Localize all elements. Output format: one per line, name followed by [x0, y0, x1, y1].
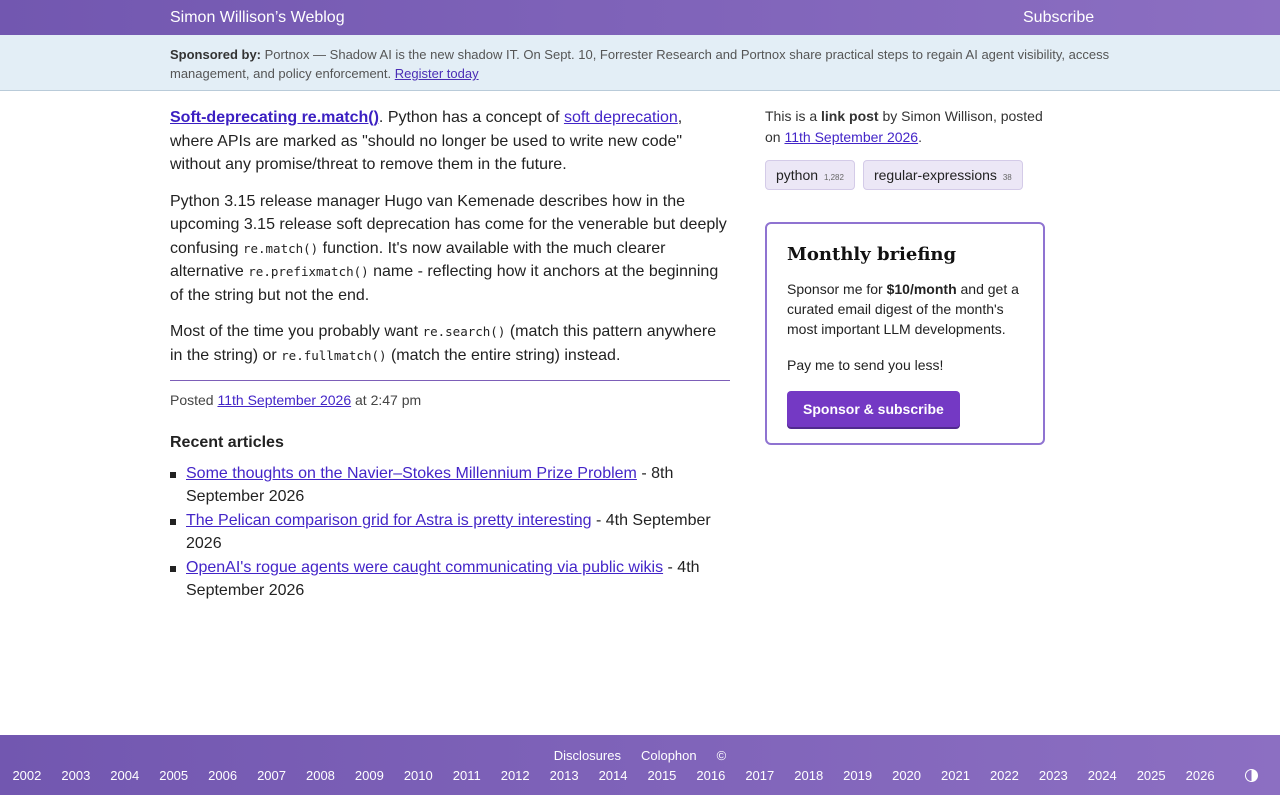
footer-year-link-2007[interactable]: 2007	[257, 768, 286, 783]
p1-text-b: , where APIs are marked as "should no longer be used to write new code" without any promise/threat to remove them in the future.	[170, 109, 683, 173]
meta-text-b: by Simon Willison, posted on	[765, 108, 1043, 145]
meta-date-link[interactable]: 11th September 2026	[784, 129, 919, 145]
tag-name: regular-expressions	[873, 167, 997, 183]
footer-year-link-2018[interactable]: 2018	[794, 768, 824, 783]
list-item	[186, 462, 730, 508]
footer-disclosures-link[interactable]: Disclosures	[553, 748, 621, 763]
footer-year-link-2022[interactable]: 2022	[989, 768, 1019, 783]
briefing-text-a: Sponsor me for	[787, 281, 887, 297]
posted-date-link[interactable]: 11th September 2026	[217, 392, 352, 408]
footer-year-link-2023[interactable]: 2023	[1038, 768, 1068, 783]
footer-year-link-2021[interactable]: 2021	[941, 768, 970, 783]
footer-year-link-2024[interactable]: 2024	[1087, 768, 1117, 783]
meta-end: .	[918, 129, 922, 145]
briefing-price: $10/month	[886, 281, 957, 297]
briefing-text	[787, 279, 1023, 339]
meta-text-a: This is a	[765, 108, 822, 124]
sponsor-banner	[0, 35, 1280, 91]
footer-year-link-2019[interactable]: 2019	[843, 768, 873, 783]
p2-text-c: name - reflecting how it anchors at the beginning of the string but not the end.	[170, 263, 719, 304]
register-today-link[interactable]: Register today	[394, 66, 479, 81]
top-nav-bar	[0, 0, 1280, 35]
list-item	[186, 556, 730, 602]
footer-year-link-2026[interactable]: 2026	[1185, 768, 1215, 783]
subscribe-link[interactable]: Subscribe	[1023, 9, 1095, 26]
posted-time: at 2:47 pm	[355, 392, 422, 408]
post-paragraph-1	[170, 106, 730, 177]
code-re-search: re.search()	[422, 324, 506, 339]
recent-article-link[interactable]: The Pelican comparison grid for Astra is pretty interesting	[186, 512, 592, 529]
site-title-link[interactable]: Simon Willison’s Weblog	[170, 9, 345, 26]
footer-year-link-2010[interactable]: 2010	[403, 768, 433, 783]
footer-year-link-2020[interactable]: 2020	[892, 768, 922, 783]
footer	[0, 735, 1280, 795]
recent-article-link[interactable]: Some thoughts on the Navier–Stokes Millennium Prize Problem	[186, 465, 637, 482]
footer-year-link-2004[interactable]: 2004	[110, 768, 140, 783]
post-content	[170, 106, 730, 603]
briefing-title: Monthly briefing	[787, 244, 957, 265]
recent-article-date: - 4th September 2026	[186, 512, 711, 552]
footer-year-link-2009[interactable]: 2009	[354, 768, 384, 783]
sponsor-message: Portnox — Shadow AI is the new shadow IT. On Sept. 10, Forrester Research and Portnox share practical steps to regain AI agent visibility, access management, and policy enforcement.	[170, 47, 1110, 81]
tag-count: 38	[1002, 173, 1012, 182]
p3-text-c: (match the entire string) instead.	[386, 346, 621, 364]
p2-text-a: Python 3.15 release manager Hugo van Kemenade describes how in the upcoming 3.15 release soft deprecation has come for the venerable but deeply confusing	[170, 192, 727, 257]
footer-year-link-2002[interactable]: 2002	[12, 768, 42, 783]
p3-text-a: Most of the time you probably want	[170, 323, 423, 340]
p3-text-b: (match this pattern anywhere in the string) or	[170, 323, 717, 364]
posted-label: Posted	[170, 392, 214, 408]
recent-articles-heading: Recent articles	[170, 433, 284, 451]
contrast-toggle-icon[interactable]	[1235, 766, 1268, 786]
tag-list	[765, 160, 1045, 190]
p2-text-b: function. It's now available with the much clearer alternative	[170, 239, 666, 280]
code-re-match: re.match()	[242, 240, 319, 256]
footer-year-link-2008[interactable]: 2008	[305, 768, 335, 783]
list-item	[186, 509, 730, 555]
sidebar	[765, 106, 1045, 445]
briefing-text-2: Pay me to send you less!	[787, 357, 944, 373]
footer-colophon-link[interactable]: Colophon	[640, 748, 697, 763]
sponsor-text	[170, 45, 1110, 83]
footer-year-links	[2, 766, 1224, 786]
tag-count: 1,282	[823, 173, 844, 182]
briefing-text-b: and get a curated email digest of the month's most important LLM developments.	[787, 281, 1019, 337]
p1-text-a: . Python has a concept of	[378, 109, 564, 126]
recent-articles-list	[170, 462, 730, 602]
footer-year-link-2017[interactable]: 2017	[745, 768, 775, 783]
footer-year-link-2025[interactable]: 2025	[1136, 768, 1166, 783]
footer-copyright: ©	[716, 748, 727, 763]
footer-year-link-2015[interactable]: 2015	[647, 768, 677, 783]
recent-article-date: - 8th September 2026	[186, 465, 674, 505]
tag-name: python	[776, 167, 819, 183]
footer-year-link-2014[interactable]: 2014	[598, 768, 628, 783]
footer-year-link-2005[interactable]: 2005	[159, 768, 189, 783]
sponsor-subscribe-button[interactable]: Sponsor & subscribe	[787, 391, 960, 427]
footer-year-link-2003[interactable]: 2003	[61, 768, 91, 783]
footer-year-link-2012[interactable]: 2012	[500, 768, 530, 783]
tag-regular-expressions[interactable]	[863, 160, 1023, 190]
footer-year-link-2013[interactable]: 2013	[549, 768, 579, 783]
tag-python[interactable]	[765, 160, 855, 190]
code-re-fullmatch: re.fullmatch()	[281, 347, 387, 363]
post-title-link[interactable]: Soft-deprecating re.match()	[170, 109, 379, 126]
footer-year-link-2006[interactable]: 2006	[208, 768, 238, 783]
footer-year-link-2011[interactable]: 2011	[452, 768, 481, 783]
post-paragraph-3	[170, 320, 730, 367]
recent-article-link[interactable]: OpenAI's rogue agents were caught communicating via public wikis	[186, 559, 664, 576]
posted-line	[170, 380, 730, 413]
post-meta	[765, 106, 1045, 148]
code-re-prefixmatch: re.prefixmatch()	[248, 264, 369, 279]
sponsor-label: Sponsored by:	[170, 47, 262, 62]
meta-post-type: link post	[821, 108, 879, 124]
soft-deprecation-link[interactable]: soft deprecation	[563, 109, 678, 126]
footer-year-link-2016[interactable]: 2016	[696, 768, 726, 783]
monthly-briefing-box	[765, 222, 1045, 445]
recent-article-date: - 4th September 2026	[186, 559, 700, 599]
post-paragraph-2	[170, 190, 730, 308]
